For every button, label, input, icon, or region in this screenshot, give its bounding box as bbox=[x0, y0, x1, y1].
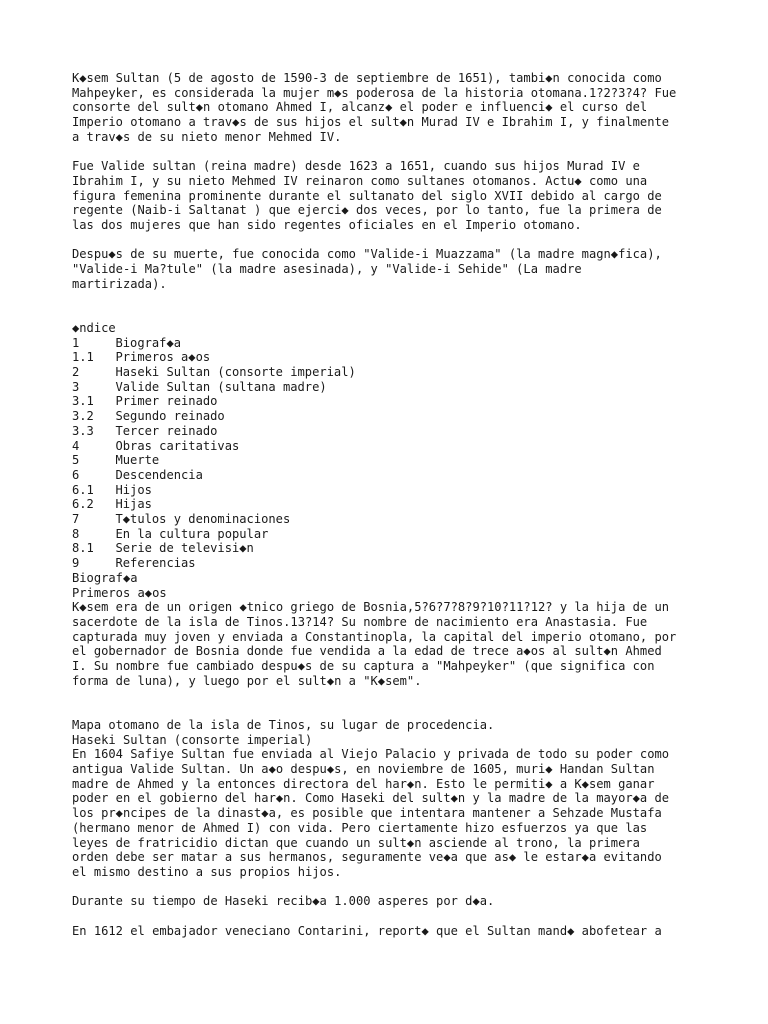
toc-item-number: 1 bbox=[72, 335, 80, 350]
toc-item-label: En la cultura popular bbox=[115, 526, 269, 541]
toc-item-number: 4 bbox=[72, 438, 80, 453]
toc-item-label: Muerte bbox=[115, 453, 160, 468]
intro-paragraph-2: Fue Valide sultan (reina madre) desde 1623 a 1651, cuando sus hijos Murad IV e Ibrahim I, y su nieto Mehmed IV reinaron como sultanes otomanos. Actu◆ como una figura femenina prominente durante el sultanato del siglo XVII debido al cargo de regente (Naib-i Saltanat ) que ejerci◆ dos veces, por lo tanto, fue la primera de las dos mujeres que han sido regentes oficiales en el Imperio otomano. bbox=[72, 159, 662, 233]
toc-item-label: Serie de televisi◆n bbox=[115, 541, 254, 556]
toc-item-label: Segundo reinado bbox=[115, 409, 225, 424]
table-of-contents bbox=[72, 336, 712, 571]
toc-item bbox=[72, 380, 712, 395]
toc-item bbox=[72, 365, 712, 380]
document-page bbox=[72, 71, 712, 938]
biografia-paragraph: K◆sem era de un origen ◆tnico griego de Bosnia,5?6?7?8?9?10?11?12? y la hija de un sacerdote de la isla de Tinos.13?14? Su nombre de nacimiento era Anastasia. Fue capturada muy joven y enviada a Constantinopla, la capital del imperio otomano, por el gobernador de Bosnia donde fue vendida a la edad de trece a◆os al sult◆n Ahmed I. Su nombre fue cambiado despu◆s de su captura a "Mahpeyker" (que significa con forma de luna), y luego por el sult◆n a "K◆sem". bbox=[72, 600, 677, 688]
toc-item bbox=[72, 468, 712, 483]
toc-item-number: 6.1 bbox=[72, 482, 94, 497]
haseki-paragraph-1: En 1604 Safiye Sultan fue enviada al Viejo Palacio y privada de todo su poder como antigua Valide Sultan. Un a◆o despu◆s, en noviembre de 1605, muri◆ Handan Sultan madre de Ahmed y la entonces directora del har◆n. Esto le permiti◆ a K◆sem ganar poder en el gobierno del har◆n. Como Haseki del sult◆n y la madre de la mayor◆a de los pr◆ncipes de la dinast◆a, es posible que intentara mantener a Sehzade Mustafa (hermano menor de Ahmed I) con vida. Pero ciertamente hizo esfuerzos ya que las leyes de fratricidio dictan que cuando un sult◆n asciende al trono, la primera orden debe ser matar a sus hermanos, seguramente ve◆a que as◆ le estar◆a evitando el mismo destino a sus propios hijos. bbox=[72, 747, 670, 879]
intro-paragraph-1: K◆sem Sultan (5 de agosto de 1590-3 de septiembre de 1651), tambi◆n conocida como Mahpeyker, es considerada la mujer m◆s poderosa de la historia otomana.1?2?3?4? Fue consorte del sult◆n otomano Ahmed I, alcanz◆ el poder e influenci◆ el curso del Imperio otomano a trav◆s de sus hijos el sult◆n Murad IV e Ibrahim I, y finalmente a trav◆s de su nieto menor Mehmed IV. bbox=[72, 71, 677, 144]
toc-item bbox=[72, 556, 712, 571]
toc-item-label: Primer reinado bbox=[115, 394, 218, 409]
toc-item-label: T◆tulos y denominaciones bbox=[115, 512, 291, 527]
section-heading-biografia: Biograf◆a bbox=[72, 570, 138, 585]
toc-item bbox=[72, 541, 712, 556]
intro-paragraph-3: Despu◆s de su muerte, fue conocida como "Valide-i Muazzama" (la madre magn◆fica), "Valide-i Ma?tule" (la madre asesinada), y "Valide-i Sehide" (La madre martirizada). bbox=[72, 247, 662, 291]
toc-item-number: 3 bbox=[72, 379, 80, 394]
toc-item-number: 8 bbox=[72, 526, 80, 541]
toc-item-number: 9 bbox=[72, 556, 80, 571]
toc-item bbox=[72, 336, 712, 351]
toc-title: ◆ndice bbox=[72, 320, 116, 335]
toc-item-number: 6.2 bbox=[72, 497, 94, 512]
toc-item-label: Haseki Sultan (consorte imperial) bbox=[115, 365, 356, 380]
toc-item-label: Obras caritativas bbox=[115, 438, 240, 453]
toc-item-number: 8.1 bbox=[72, 541, 94, 556]
toc-item bbox=[72, 483, 712, 498]
haseki-paragraph-3: En 1612 el embajador veneciano Contarini, report◆ que el Sultan mand◆ abofetear a bbox=[72, 923, 662, 938]
toc-item bbox=[72, 439, 712, 454]
toc-item-label: Hijos bbox=[115, 482, 152, 497]
toc-item bbox=[72, 453, 712, 468]
toc-item-label: Tercer reinado bbox=[115, 423, 218, 438]
toc-item bbox=[72, 512, 712, 527]
toc-item-label: Hijas bbox=[115, 497, 152, 512]
toc-item-label: Primeros a◆os bbox=[115, 350, 211, 365]
toc-item bbox=[72, 527, 712, 542]
toc-item-label: Descendencia bbox=[115, 467, 203, 482]
image-caption: Mapa otomano de la isla de Tinos, su lugar de procedencia. bbox=[72, 717, 495, 732]
toc-item-label: Valide Sultan (sultana madre) bbox=[115, 379, 327, 394]
section-heading-haseki: Haseki Sultan (consorte imperial) bbox=[72, 732, 313, 747]
toc-item-number: 2 bbox=[72, 365, 80, 380]
toc-item-number: 3.3 bbox=[72, 423, 94, 438]
subsection-heading-primeros-anos: Primeros a◆os bbox=[72, 585, 167, 600]
toc-item-number: 3.1 bbox=[72, 394, 94, 409]
toc-item bbox=[72, 350, 712, 365]
toc-item bbox=[72, 394, 712, 409]
toc-item-number: 6 bbox=[72, 467, 80, 482]
toc-item-number: 1.1 bbox=[72, 350, 94, 365]
toc-item bbox=[72, 497, 712, 512]
haseki-paragraph-2: Durante su tiempo de Haseki recib◆a 1.000 asperes por d◆a. bbox=[72, 894, 495, 909]
toc-item-number: 7 bbox=[72, 512, 80, 527]
toc-item-number: 5 bbox=[72, 453, 80, 468]
toc-item-label: Biograf◆a bbox=[115, 335, 182, 350]
toc-item-number: 3.2 bbox=[72, 409, 94, 424]
toc-item bbox=[72, 424, 712, 439]
toc-item bbox=[72, 409, 712, 424]
toc-item-label: Referencias bbox=[115, 556, 196, 571]
